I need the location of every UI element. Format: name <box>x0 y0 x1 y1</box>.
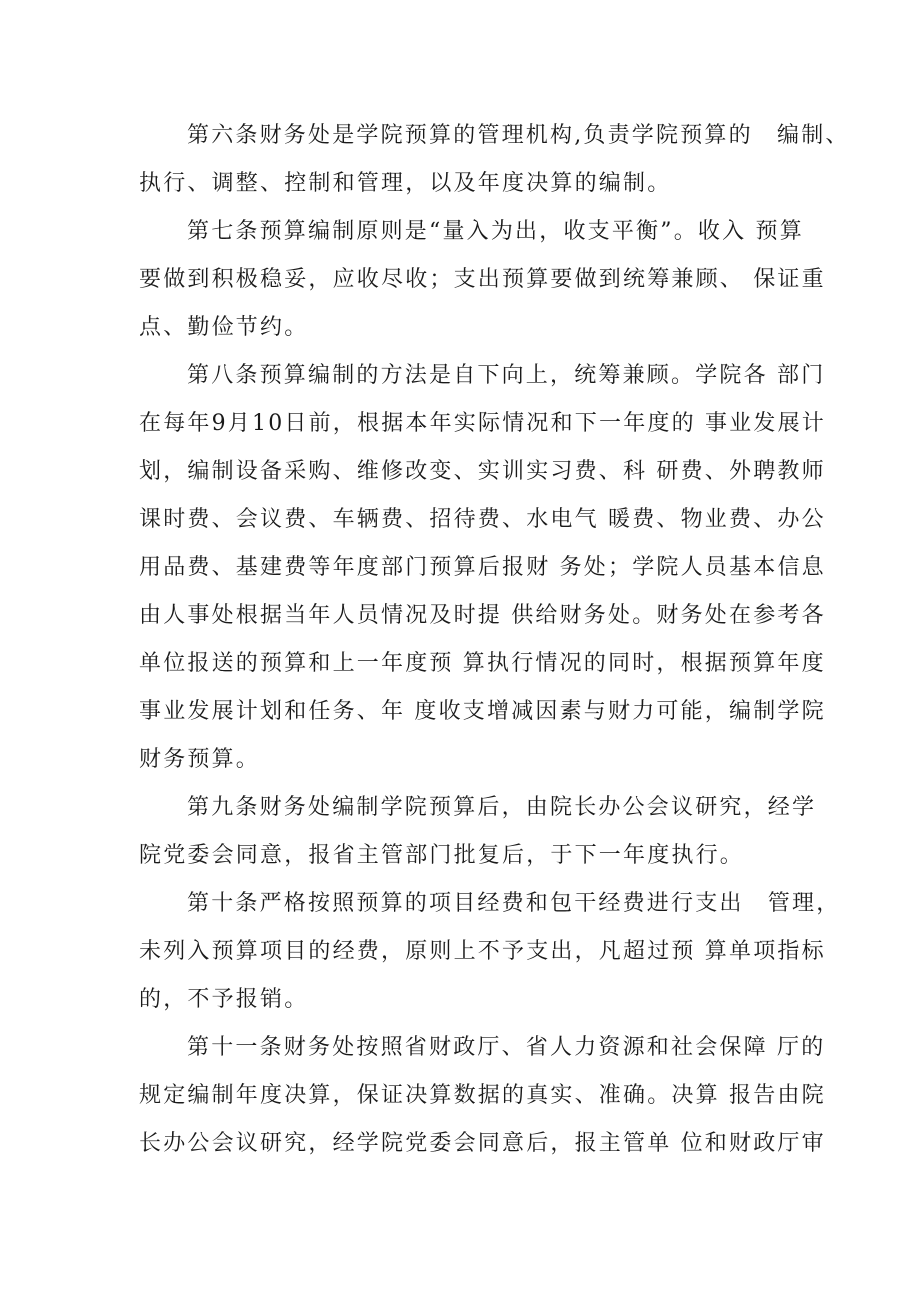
article-11-paragraph <box>139 1024 826 1168</box>
paragraph-line: 执行、调整、控制和管理，以及年度决算的编制。 <box>139 171 672 196</box>
paragraph-line: 第八条预算编制的方法是自下向上，统筹兼顾。学院各 部门 <box>187 363 826 388</box>
document-body <box>139 112 850 1168</box>
paragraph-line: 事业发展计划和任务、年 度收支增减因素与财力可能，编制学院 <box>139 699 826 724</box>
paragraph-line: 第十一条财务处按照省财政厅、省人力资源和社会保障 厅的 <box>187 1035 826 1060</box>
article-7-paragraph <box>139 208 826 352</box>
paragraph-line: 规定编制年度决算，保证决算数据的真实、准确。决算 报告由院 <box>139 1083 826 1108</box>
article-9-paragraph <box>139 784 817 880</box>
paragraph-line: 第十条严格按照预算的项目经费和包干经费进行支出 管理， <box>187 891 841 916</box>
paragraph-line: 未列入预算项目的经费，原则上不予支出，凡超过预 算单项指标 <box>139 939 826 964</box>
article-8-paragraph <box>139 352 826 784</box>
paragraph-line: 长办公会议研究，经学院党委会同意后，报主管单 位和财政厅审 <box>139 1131 826 1156</box>
paragraph-line: 要做到积极稳妥，应收尽收；支出预算要做到统筹兼顾、 保证重 <box>139 267 826 292</box>
paragraph-line: 在每年9月10日前，根据本年实际情况和下一年度的 事业发展计 <box>139 411 826 436</box>
paragraph-line: 院党委会同意，报省主管部门批复后，于下一年度执行。 <box>139 843 745 868</box>
paragraph-line: 的，不予报销。 <box>139 987 309 1012</box>
paragraph-line: 第七条预算编制原则是“量入为出，收支平衡”。收入 预算 <box>187 219 804 244</box>
article-10-paragraph <box>139 880 841 1024</box>
paragraph-line: 第九条财务处编制学院预算后，由院长办公会议研究，经学 <box>187 795 817 820</box>
paragraph-line: 财务预算。 <box>139 747 261 772</box>
paragraph-line: 用品费、基建费等年度部门预算后报财 务处；学院人员基本信息 <box>139 555 826 580</box>
paragraph-line: 课时费、会议费、车辆费、招待费、水电气 暖费、物业费、办公 <box>139 507 826 532</box>
paragraph-line: 由人事处根据当年人员情况及时提 供给财务处。财务处在参考各 <box>139 603 826 628</box>
paragraph-line: 单位报送的预算和上一年度预 算执行情况的同时，根据预算年度 <box>139 651 826 676</box>
paragraph-line: 划，编制设备采购、维修改变、实训实习费、科 研费、外聘教师 <box>139 459 826 484</box>
paragraph-line: 点、勤俭节约。 <box>139 315 309 340</box>
paragraph-line: 第六条财务处是学院预算的管理机构,负责学院预算的 编制、 <box>187 123 850 148</box>
article-6-paragraph <box>139 112 850 208</box>
